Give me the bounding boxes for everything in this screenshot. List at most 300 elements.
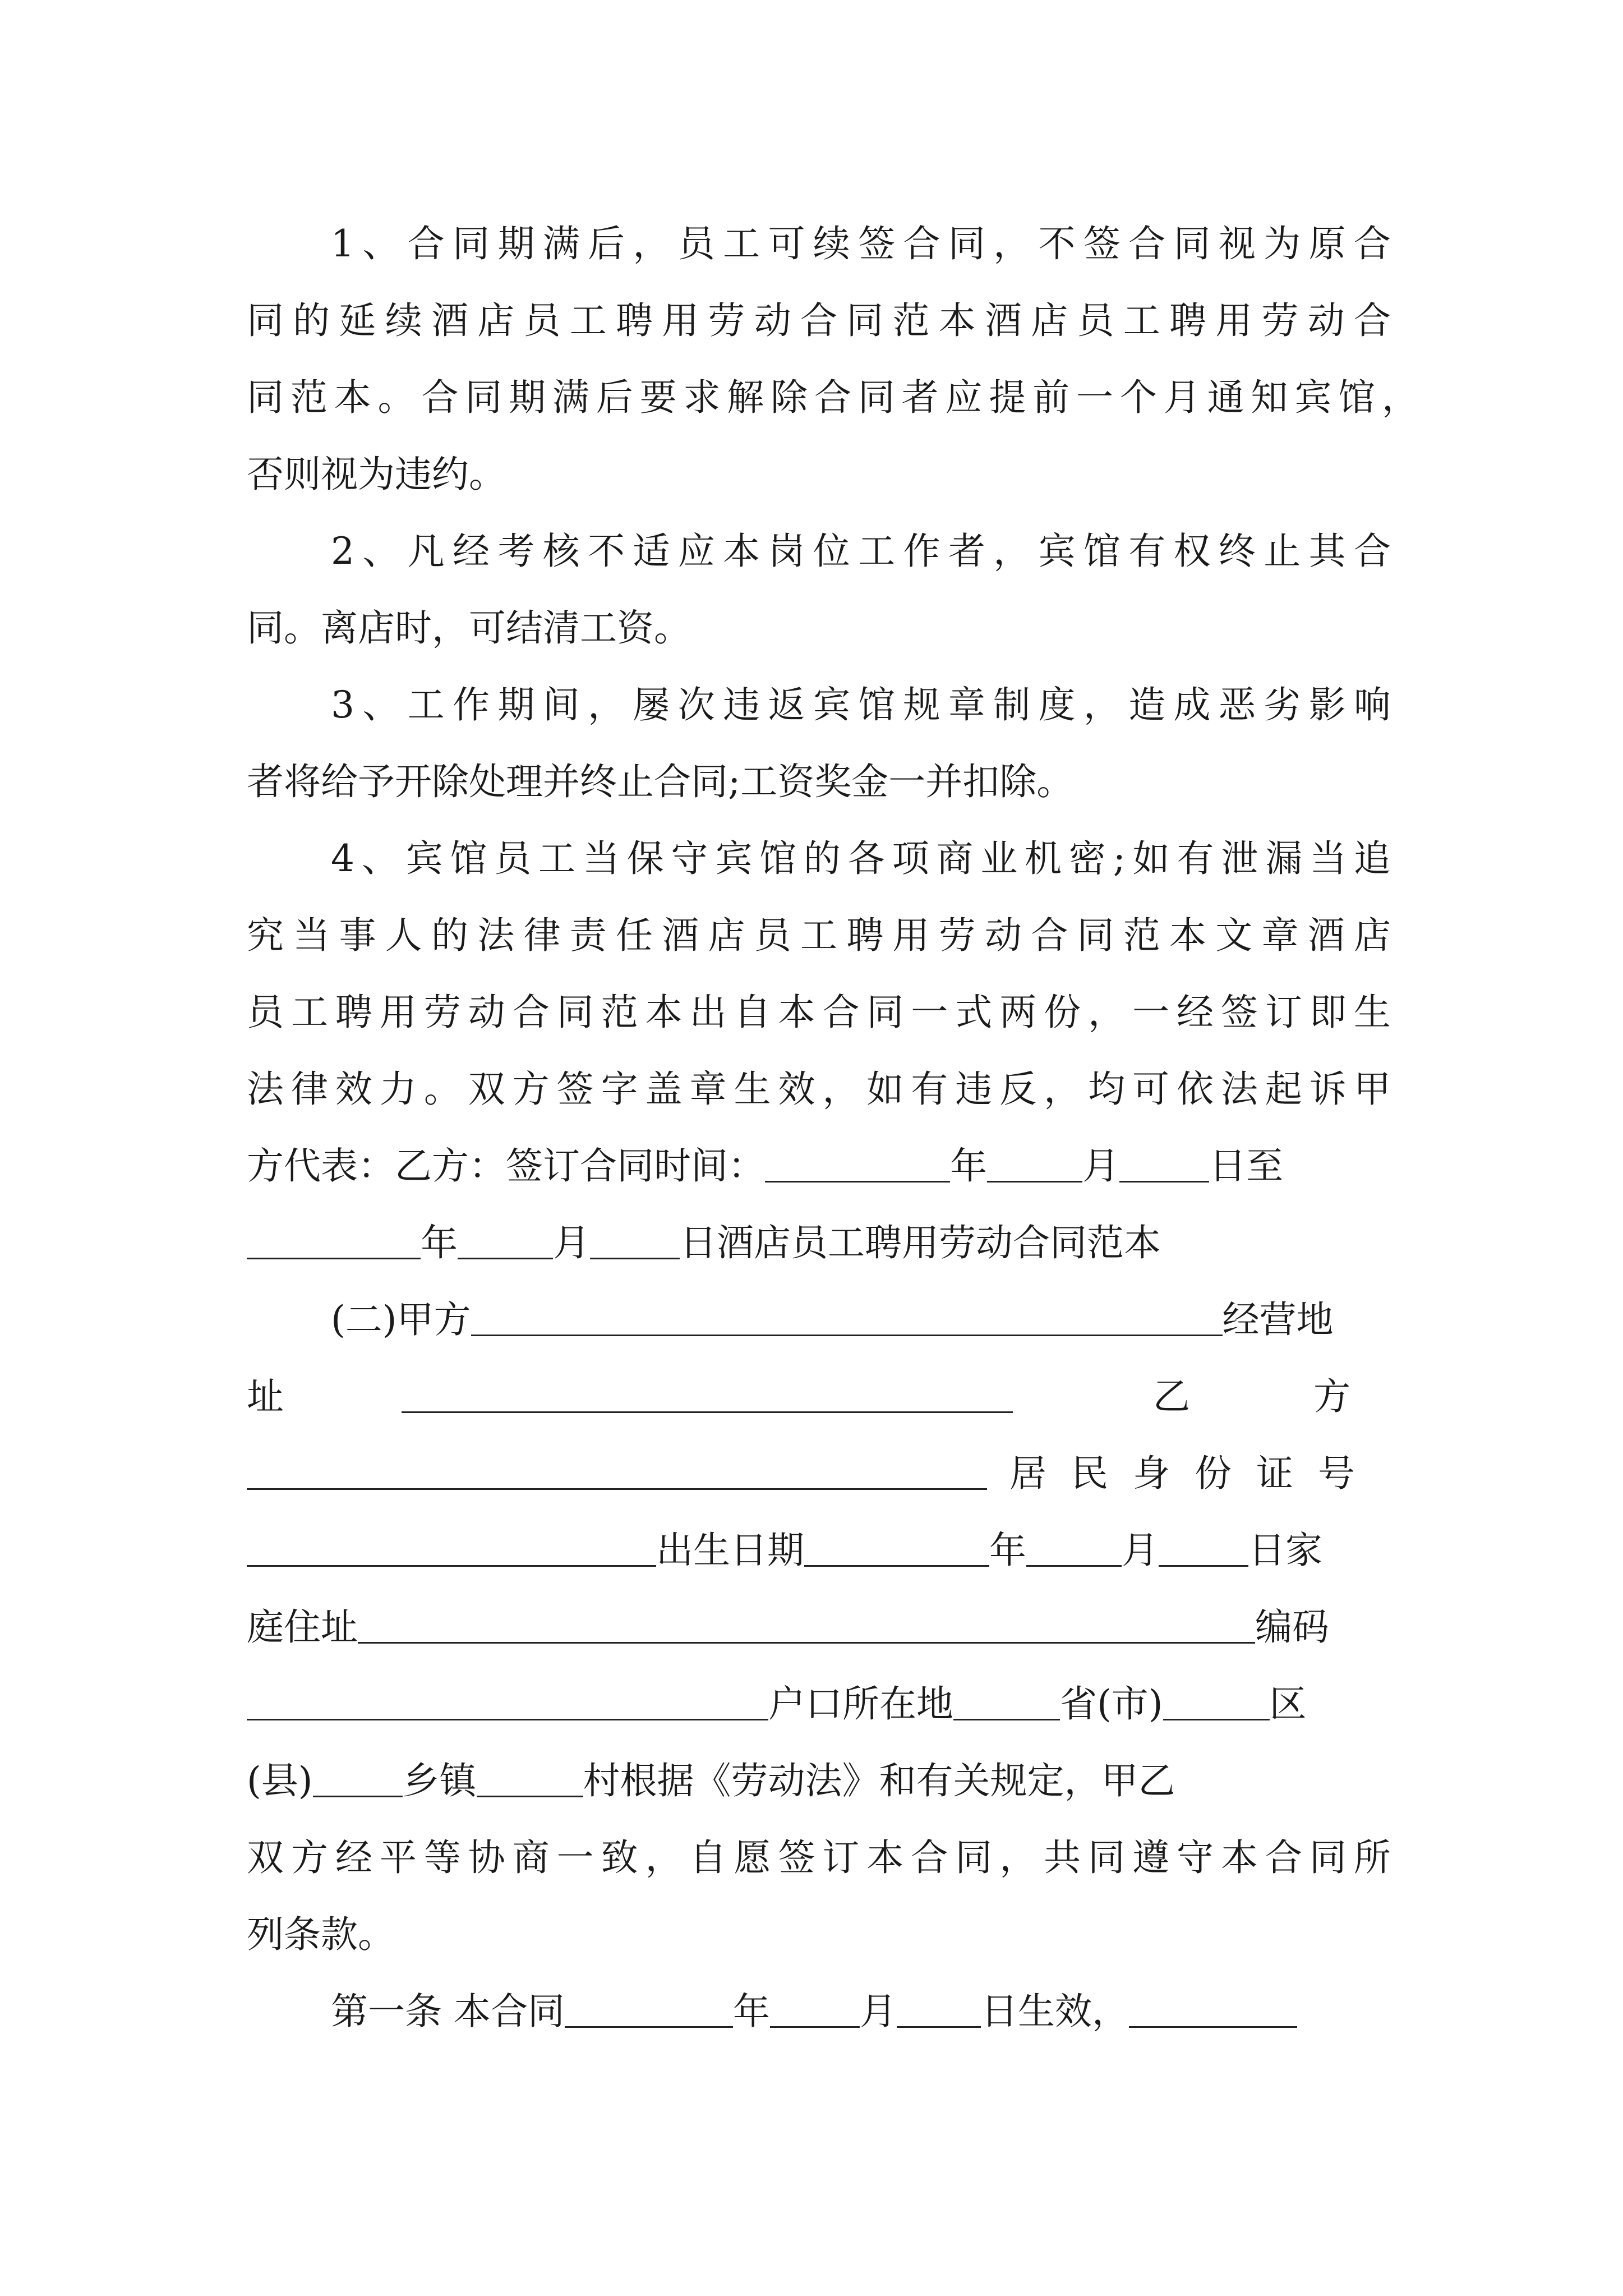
text-line — [331, 828, 1391, 890]
county-field[interactable] — [313, 1793, 403, 1797]
glyph: 商 — [512, 1836, 550, 1879]
text-line — [247, 1596, 1391, 1658]
glyph: 本 — [938, 299, 976, 342]
glyph: 范 — [601, 991, 638, 1034]
glyph: 续 — [385, 299, 422, 342]
glyph: 一 — [911, 991, 948, 1034]
glyph: ， — [1044, 1068, 1081, 1111]
glyph: 、 — [362, 683, 400, 726]
glyph: 返 — [768, 683, 805, 726]
glyph: 屡 — [633, 683, 670, 726]
glyph: ， — [1083, 683, 1121, 726]
day-title-label: 日酒店员工聘用劳动合同范本 — [680, 1221, 1161, 1264]
glyph: 同 — [465, 376, 502, 419]
glyph: 成 — [1173, 683, 1211, 726]
address-label: 址 — [247, 1375, 284, 1418]
glyph: 法 — [477, 914, 515, 957]
glyph: 经 — [335, 1836, 372, 1879]
glyph: ， — [633, 222, 670, 265]
glyph: 后 — [596, 376, 633, 419]
month-label: 月 — [1082, 1144, 1119, 1188]
village-clause: 村根据《劳动法》和有关规定，甲乙 — [583, 1759, 1175, 1802]
glyph: 劳 — [938, 914, 976, 957]
glyph: 者 — [901, 376, 939, 419]
glyph: 两 — [999, 991, 1037, 1034]
glyph: 各 — [847, 837, 885, 880]
glyph: 酒 — [985, 299, 1022, 342]
glyph: 式 — [955, 991, 993, 1034]
glyph: 守 — [671, 837, 708, 880]
id-number-label: 居民身份证号 — [1009, 1452, 1380, 1495]
glyph: 本 — [1220, 1836, 1258, 1879]
glyph: 不 — [588, 530, 625, 573]
postcode-label: 编码 — [1255, 1605, 1329, 1649]
glyph: 愿 — [734, 1836, 771, 1879]
text-line — [247, 1443, 1391, 1504]
glyph: 宾 — [405, 837, 443, 880]
household-label: 户口所在地 — [768, 1682, 953, 1726]
glyph: 合 — [1031, 914, 1068, 957]
glyph: 满 — [542, 222, 580, 265]
glyph: 酒 — [662, 914, 699, 957]
glyph: 酒 — [431, 299, 468, 342]
glyph: 员 — [494, 837, 532, 880]
glyph: 字 — [601, 1068, 638, 1111]
party-b-label-1: 乙 — [1153, 1375, 1190, 1418]
glyph: 适 — [633, 530, 670, 573]
glyph: 动 — [1307, 299, 1345, 342]
glyph: ; — [1113, 837, 1126, 880]
glyph: 签 — [778, 1836, 815, 1879]
glyph: 合 — [1128, 222, 1166, 265]
province-label: 省(市) — [1060, 1682, 1163, 1726]
glyph: 签 — [1083, 222, 1121, 265]
glyph: 订 — [1265, 991, 1302, 1034]
glyph: 馆 — [450, 837, 487, 880]
glyph: 范 — [290, 376, 328, 419]
glyph: 章 — [1261, 914, 1299, 957]
glyph: 的 — [431, 914, 468, 957]
glyph: 法 — [247, 1068, 284, 1111]
glyph: 位 — [813, 530, 850, 573]
glyph: 文 — [1215, 914, 1253, 957]
glyph: 止 — [1264, 530, 1301, 573]
glyph: 2 — [331, 530, 354, 573]
township-label: 乡镇 — [402, 1759, 477, 1802]
glyph: 依 — [1177, 1068, 1214, 1111]
glyph: 合 — [1265, 1836, 1302, 1879]
text-line — [247, 1827, 1391, 1889]
glyph: 店 — [477, 299, 515, 342]
year-label: 年 — [989, 1529, 1026, 1572]
birth-date-label: 出生日期 — [656, 1529, 804, 1572]
blank-year[interactable] — [804, 1563, 989, 1567]
glyph: 馆 — [1083, 530, 1121, 573]
signing-label: 方代表：乙方：签订合同时间： — [247, 1144, 765, 1188]
glyph: 要 — [639, 376, 677, 419]
glyph: 机 — [1025, 837, 1062, 880]
glyph: 聘 — [1169, 299, 1206, 342]
party-b-field[interactable] — [247, 1486, 987, 1490]
blank-day[interactable] — [1119, 1179, 1209, 1182]
glyph: 本 — [778, 991, 815, 1034]
glyph: 共 — [1044, 1836, 1081, 1879]
glyph: 同 — [948, 222, 985, 265]
blank-year[interactable] — [765, 1179, 950, 1182]
glyph: 责 — [569, 914, 607, 957]
glyph: 生 — [734, 1068, 771, 1111]
glyph: 平 — [379, 1836, 417, 1879]
blank-day[interactable] — [1159, 1563, 1248, 1567]
glyph: 遵 — [1132, 1836, 1170, 1879]
glyph: 力 — [379, 1068, 417, 1111]
glyph: 追 — [1353, 837, 1391, 880]
month-label: 月 — [1122, 1529, 1159, 1572]
text-line — [331, 674, 1391, 736]
glyph: 工 — [800, 914, 837, 957]
glyph: 店 — [1354, 914, 1391, 957]
text-line — [247, 444, 1391, 505]
glyph: 协 — [468, 1836, 505, 1879]
glyph: 店 — [708, 914, 745, 957]
glyph: 本 — [723, 530, 760, 573]
glyph: 同 — [857, 376, 895, 419]
blank-day[interactable] — [590, 1255, 680, 1259]
glyph: 劳 — [1261, 299, 1299, 342]
glyph: 员 — [677, 222, 715, 265]
glyph: 工 — [407, 683, 445, 726]
glyph: 人 — [385, 914, 422, 957]
glyph: 即 — [1309, 991, 1347, 1034]
end-date-field[interactable] — [1129, 2024, 1297, 2028]
glyph: 规 — [903, 683, 940, 726]
text-line — [247, 982, 1391, 1043]
glyph: 3 — [331, 683, 354, 726]
blank-month[interactable] — [987, 1179, 1082, 1182]
glyph: 合 — [911, 1836, 948, 1879]
glyph: 满 — [552, 376, 589, 419]
glyph: 签 — [556, 1068, 594, 1111]
glyph: 酒 — [1307, 914, 1345, 957]
text-line — [247, 1520, 1391, 1581]
party-a-field[interactable] — [471, 1332, 1223, 1336]
glyph: 同 — [556, 991, 594, 1034]
glyph: 方 — [291, 1836, 328, 1879]
glyph: 影 — [1308, 683, 1346, 726]
glyph: 致 — [601, 1836, 638, 1879]
glyph: 间 — [542, 683, 580, 726]
glyph: 。 — [377, 376, 415, 419]
glyph: 经 — [1177, 991, 1214, 1034]
glyph: 合 — [1354, 299, 1391, 342]
glyph: 同 — [1077, 914, 1114, 957]
glyph: 生 — [1353, 991, 1391, 1034]
glyph: ， — [588, 683, 625, 726]
district-field[interactable] — [1163, 1717, 1270, 1720]
glyph: 者 — [948, 530, 985, 573]
glyph: 宾 — [1038, 530, 1076, 573]
glyph: 同 — [1088, 1836, 1126, 1879]
glyph: 知 — [1251, 376, 1288, 419]
glyph: 合 — [903, 222, 940, 265]
glyph: 同 — [1309, 1836, 1347, 1879]
county-label: (县) — [247, 1759, 313, 1802]
postcode-field[interactable] — [247, 1717, 768, 1720]
home-address-field[interactable] — [358, 1640, 1255, 1644]
business-address-label: 经营地 — [1222, 1298, 1334, 1341]
glyph: 员 — [523, 299, 561, 342]
glyph: 合 — [421, 376, 459, 419]
text-line — [247, 290, 1391, 352]
glyph: 应 — [945, 376, 983, 419]
text-line — [331, 1981, 1391, 2042]
glyph: 同 — [1173, 222, 1211, 265]
glyph: 动 — [754, 299, 791, 342]
glyph: 自 — [734, 991, 771, 1034]
blank-year[interactable] — [565, 2024, 733, 2028]
glyph: 等 — [423, 1836, 461, 1879]
blank-month[interactable] — [1026, 1563, 1122, 1567]
glyph: 个 — [1119, 376, 1157, 419]
glyph: 合 — [814, 376, 851, 419]
glyph: 的 — [803, 837, 841, 880]
glyph: 视 — [1218, 222, 1256, 265]
glyph: 员 — [1077, 299, 1114, 342]
glyph: 守 — [1177, 1836, 1214, 1879]
id-number-field[interactable] — [247, 1563, 656, 1567]
glyph: 本 — [866, 1836, 904, 1879]
text-line — [331, 1289, 1391, 1351]
glyph: 甲 — [1353, 1068, 1391, 1111]
glyph: 份 — [1044, 991, 1081, 1034]
article-1-label: 第一条 本合同 — [331, 1990, 565, 2033]
glyph: 工 — [858, 530, 896, 573]
year-label: 年 — [421, 1221, 458, 1264]
glyph: 当 — [293, 914, 330, 957]
glyph: 有 — [1128, 530, 1166, 573]
address-field[interactable] — [402, 1409, 1013, 1413]
text-line — [247, 1366, 1391, 1428]
text-line — [247, 1212, 1391, 1274]
glyph: 同 — [846, 299, 884, 342]
glyph: 均 — [1088, 1068, 1126, 1111]
text-line — [247, 1059, 1391, 1120]
glyph: ， — [999, 1836, 1037, 1879]
glyph: 用 — [662, 299, 699, 342]
glyph: 、 — [362, 222, 400, 265]
glyph: 章 — [948, 683, 985, 726]
glyph: 求 — [683, 376, 721, 419]
glyph: 期 — [497, 222, 535, 265]
glyph: 合 — [1353, 530, 1391, 573]
text-line — [331, 521, 1391, 582]
glyph: 双 — [247, 1836, 284, 1879]
glyph: 岗 — [768, 530, 805, 573]
glyph: 聘 — [335, 991, 372, 1034]
glyph: 范 — [1123, 914, 1160, 957]
glyph: 业 — [980, 837, 1018, 880]
clause-2-line-2: 同。离店时，可结清工资。 — [247, 606, 691, 650]
glyph: ， — [645, 1836, 683, 1879]
year-label: 年 — [950, 1144, 987, 1188]
glyph: ， — [1088, 991, 1126, 1034]
glyph: 不 — [1038, 222, 1076, 265]
party-a-label: (二)甲方 — [331, 1298, 471, 1341]
glyph: 馆 — [1338, 376, 1376, 419]
text-line — [247, 751, 1391, 813]
glyph: 法 — [1220, 1068, 1258, 1111]
glyph: 前 — [1032, 376, 1070, 419]
glyph: 核 — [542, 530, 580, 573]
township-field[interactable] — [477, 1793, 583, 1797]
glyph: 任 — [616, 914, 653, 957]
glyph: 期 — [509, 376, 546, 419]
year-label: 年 — [732, 1990, 770, 2033]
province-field[interactable] — [953, 1717, 1060, 1720]
glyph: 。 — [423, 1068, 461, 1111]
glyph: 造 — [1128, 683, 1166, 726]
glyph: 有 — [911, 1068, 948, 1111]
glyph: 1 — [331, 222, 354, 265]
glyph: 馆 — [759, 837, 797, 880]
glyph: 同 — [247, 299, 284, 342]
glyph: 当 — [1309, 837, 1347, 880]
glyph: 工 — [538, 837, 576, 880]
glyph: 终 — [1218, 530, 1256, 573]
glyph: 同 — [955, 1836, 993, 1879]
glyph: 一 — [556, 1836, 594, 1879]
glyph: 店 — [1031, 299, 1068, 342]
glyph: 漏 — [1265, 837, 1303, 880]
effective-label: 日生效， — [980, 1990, 1129, 2033]
agreement-line-2: 列条款。 — [247, 1913, 395, 1956]
blank-day[interactable] — [897, 2024, 981, 2028]
glyph: 度 — [1038, 683, 1076, 726]
glyph: 馆 — [858, 683, 896, 726]
glyph: 后 — [588, 222, 625, 265]
glyph: 提 — [989, 376, 1026, 419]
glyph: 自 — [689, 1836, 727, 1879]
glyph: 续 — [813, 222, 850, 265]
glyph: 出 — [689, 991, 727, 1034]
glyph: 违 — [955, 1068, 993, 1111]
glyph: 双 — [468, 1068, 505, 1111]
text-line — [331, 213, 1391, 275]
glyph: 期 — [497, 683, 535, 726]
month-label: 月 — [553, 1221, 590, 1264]
glyph: 宾 — [1294, 376, 1332, 419]
glyph: ， — [1381, 376, 1419, 419]
glyph: 诉 — [1309, 1068, 1347, 1111]
glyph: 权 — [1173, 530, 1211, 573]
glyph: 当 — [582, 837, 620, 880]
glyph: 用 — [379, 991, 417, 1034]
glyph: 项 — [892, 837, 929, 880]
glyph: 劳 — [708, 299, 745, 342]
glyph: 其 — [1308, 530, 1346, 573]
glyph: 泄 — [1221, 837, 1258, 880]
glyph: 签 — [1220, 991, 1258, 1034]
glyph: 一 — [1076, 376, 1114, 419]
blank-year[interactable] — [247, 1255, 421, 1259]
glyph: 、 — [361, 837, 399, 880]
clause-1-line-4: 否则视为违约。 — [247, 453, 506, 496]
district-label: 区 — [1269, 1682, 1307, 1726]
glyph: 作 — [903, 530, 940, 573]
blank-month[interactable] — [770, 2024, 860, 2028]
glyph: 同 — [453, 222, 490, 265]
glyph: 除 — [771, 376, 808, 419]
glyph: 盖 — [645, 1068, 683, 1111]
glyph: 效 — [778, 1068, 815, 1111]
glyph: 订 — [822, 1836, 860, 1879]
text-line — [247, 597, 1391, 659]
glyph: 凡 — [407, 530, 445, 573]
glyph: 宾 — [813, 683, 850, 726]
text-line — [247, 1673, 1391, 1735]
glyph: ， — [993, 222, 1031, 265]
glyph: 经 — [453, 530, 490, 573]
glyph: 律 — [291, 1068, 328, 1111]
glyph: 延 — [339, 299, 376, 342]
glyph: 商 — [936, 837, 974, 880]
glyph: 次 — [677, 683, 715, 726]
glyph: 月 — [1163, 376, 1201, 419]
glyph: 合 — [822, 991, 860, 1034]
glyph: 动 — [468, 991, 505, 1034]
home-address-label: 庭住址 — [247, 1605, 358, 1649]
glyph: 合 — [407, 222, 445, 265]
text-line — [247, 367, 1419, 429]
glyph: 合 — [512, 991, 550, 1034]
glyph: 的 — [293, 299, 330, 342]
glyph: 事 — [339, 914, 376, 957]
glyph: 聘 — [846, 914, 884, 957]
glyph: 作 — [453, 683, 490, 726]
glyph: 本 — [334, 376, 371, 419]
glyph: ， — [822, 1068, 860, 1111]
text-line — [247, 1135, 1391, 1197]
glyph: 员 — [247, 991, 284, 1034]
glyph: 同 — [866, 991, 904, 1034]
glyph: 原 — [1308, 222, 1346, 265]
glyph: 员 — [754, 914, 791, 957]
glyph: 恶 — [1218, 683, 1256, 726]
month-label: 月 — [859, 1990, 897, 2033]
glyph: 应 — [677, 530, 715, 573]
glyph: 范 — [892, 299, 930, 342]
glyph: 如 — [866, 1068, 904, 1111]
glyph: 可 — [1132, 1068, 1170, 1111]
day-home-label: 日家 — [1248, 1529, 1322, 1572]
glyph: 合 — [1353, 222, 1391, 265]
glyph: 有 — [1177, 837, 1214, 880]
glyph: 本 — [1169, 914, 1206, 957]
glyph: 、 — [362, 530, 400, 573]
glyph: 工 — [1123, 299, 1160, 342]
glyph: 同 — [247, 376, 284, 419]
text-line — [247, 1904, 1391, 1966]
blank-month[interactable] — [458, 1255, 553, 1259]
glyph: 响 — [1353, 683, 1391, 726]
glyph: 用 — [892, 914, 930, 957]
glyph: ， — [993, 530, 1031, 573]
glyph: 究 — [247, 914, 284, 957]
glyph: 宾 — [715, 837, 753, 880]
glyph: 合 — [800, 299, 837, 342]
glyph: 聘 — [616, 299, 653, 342]
text-line — [247, 905, 1391, 967]
